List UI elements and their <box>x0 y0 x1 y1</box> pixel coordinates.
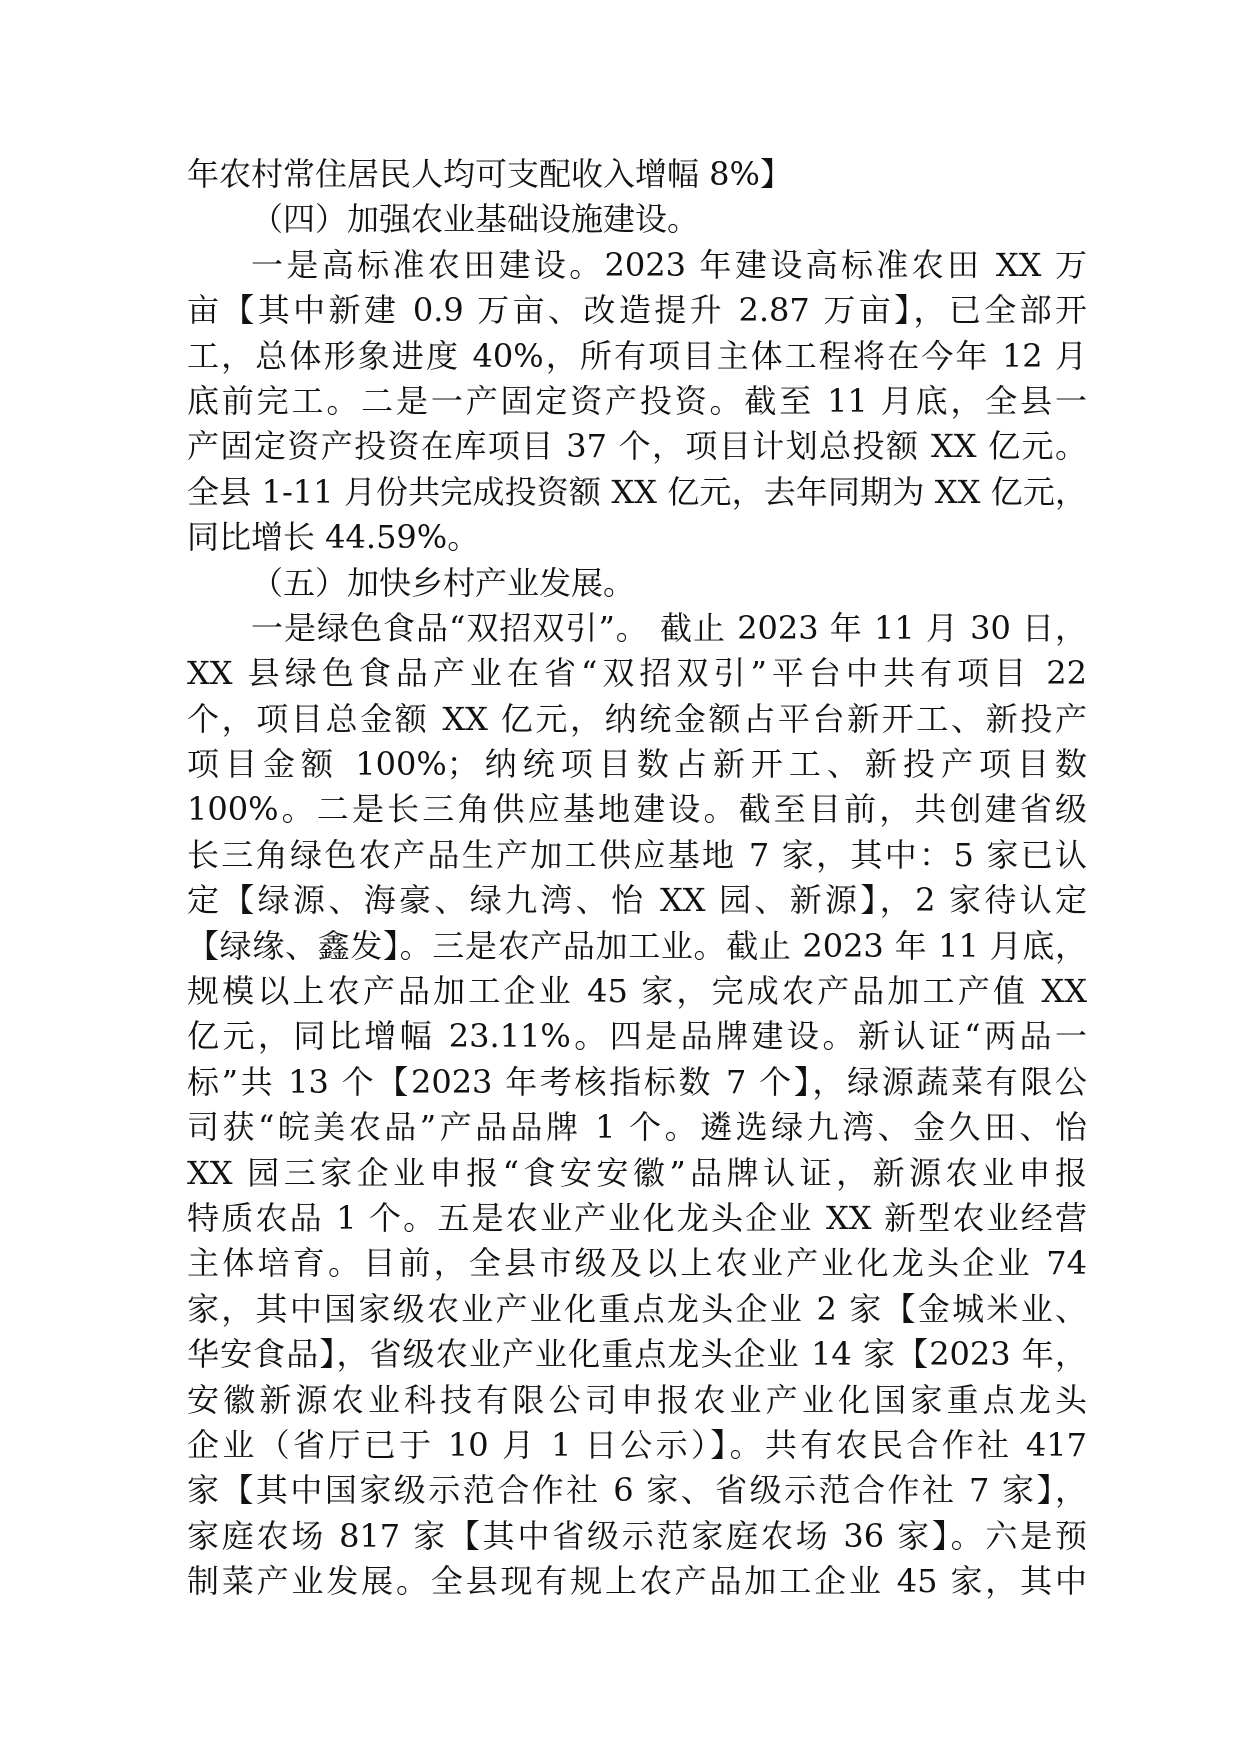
section-heading: （四）加强农业基础设施建设。 <box>251 200 700 239</box>
text-line: 标”共 13 个【2023 年考核指标数 7 个】，绿源蔬菜有限公 <box>187 1062 1087 1101</box>
text-line: 华安食品】，省级农业产业化重点龙头企业 14 家【2023 年， <box>187 1335 1087 1374</box>
text-line: 亩【其中新建 0.9 万亩、改造提升 2.87 万亩】，已全部开 <box>187 291 1087 330</box>
section-heading: （五）加快乡村产业发展。 <box>251 563 636 602</box>
text-line: XX 园三家企业申报“食安安徽”品牌认证，新源农业申报 <box>187 1153 1087 1192</box>
text-line: 产固定资产投资在库项目 37 个，项目计划总投额 XX 亿元。 <box>187 427 1087 466</box>
text-line: 【绿缘、鑫发】。三是农产品加工业。截止 2023 年 11 月底， <box>187 926 1087 965</box>
paragraph-last-line: 同比增长 44.59%。 <box>187 518 480 557</box>
text-line: 司获“皖美农品”产品品牌 1 个。遴选绿九湾、金久田、怡 <box>187 1108 1087 1147</box>
text-line: 家，其中国家级农业产业化重点龙头企业 2 家【金城米业、 <box>187 1289 1087 1328</box>
text-line: 安徽新源农业科技有限公司申报农业产业化国家重点龙头 <box>187 1380 1087 1419</box>
text-line: 企业（省厅已于 10 月 1 日公示）】。共有农民合作社 417 <box>187 1425 1087 1464</box>
text-line: 家庭农场 817 家【其中省级示范家庭农场 36 家】。六是预 <box>187 1516 1087 1555</box>
paragraph-first-line: 一是绿色食品“双招双引”。 截止 2023 年 11 月 30 日， <box>251 608 1087 647</box>
text-line: 制菜产业发展。全县现有规上农产品加工企业 45 家，其中 <box>187 1562 1087 1601</box>
text-line: 家【其中国家级示范合作社 6 家、省级示范合作社 7 家】， <box>187 1471 1087 1510</box>
text-line: 项目金额 100%；纳统项目数占新开工、新投产项目数 <box>187 745 1087 784</box>
text-line: 底前完工。二是一产固定资产投资。截至 11 月底，全县一 <box>187 381 1087 420</box>
paragraph-first-line: 一是高标准农田建设。2023 年建设高标准农田 XX 万 <box>251 245 1087 284</box>
text-line: 主体培育。目前，全县市级及以上农业产业化龙头企业 74 <box>187 1244 1087 1283</box>
text-line: 定【绿源、海豪、绿九湾、怡 XX 园、新源】，2 家待认定 <box>187 881 1087 920</box>
text-line: 亿元，同比增幅 23.11%。四是品牌建设。新认证“两品一 <box>187 1017 1087 1056</box>
text-line: 工，总体形象进度 40%，所有项目主体工程将在今年 12 月 <box>187 336 1087 375</box>
text-line: 100%。二是长三角供应基地建设。截至目前，共创建省级 <box>187 790 1087 829</box>
text-line: 全县 1-11 月份共完成投资额 XX 亿元，去年同期为 XX 亿元， <box>187 472 1087 511</box>
text-line: 年农村常住居民人均可支配收入增幅 8%】 <box>187 155 792 193</box>
text-line: XX 县绿色食品产业在省“双招双引”平台中共有项目 22 <box>187 654 1087 693</box>
text-line: 个，项目总金额 XX 亿元，纳统金额占平台新开工、新投产 <box>187 699 1087 738</box>
document-page <box>187 152 1087 1605</box>
text-line: 规模以上农产品加工企业 45 家，完成农产品加工产值 XX <box>187 972 1087 1011</box>
text-line: 特质农品 1 个。五是农业产业化龙头企业 XX 新型农业经营 <box>187 1198 1087 1237</box>
text-line: 长三角绿色农产品生产加工供应基地 7 家，其中：5 家已认 <box>187 835 1087 874</box>
